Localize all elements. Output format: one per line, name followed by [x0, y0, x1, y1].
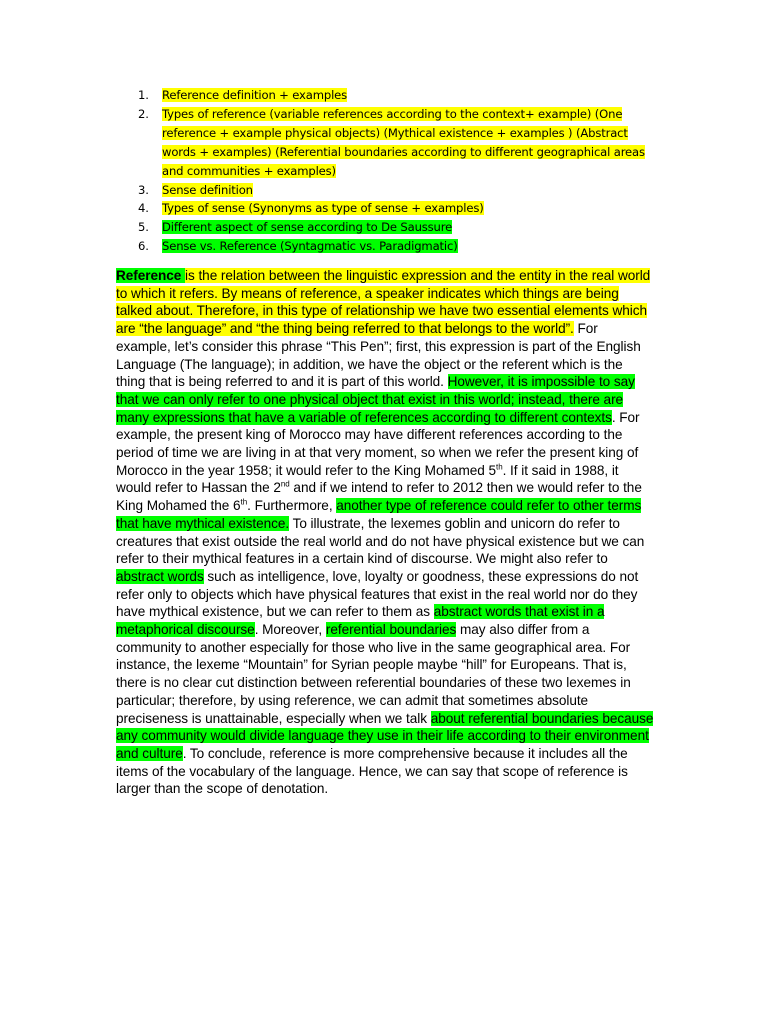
outline-item	[138, 181, 658, 200]
outline-item	[138, 237, 658, 256]
outline-item-text: Reference definition + examples	[162, 88, 348, 102]
body-text-segment: . To conclude, reference is more comprehensive because it includes all the items of the vocabulary of the language. Hence, we can say that scope of reference is larger than the scope of denotation.	[116, 745, 628, 797]
green-highlight: about referential boundaries because any community would divide language they use in their life according to their environment and culture	[116, 710, 654, 761]
body-text-segment: and if we intend to refer to 2012 then we would refer to the King Mohamed the 6	[116, 480, 642, 514]
body-text-segment: For example, let’s consider this phrase “This Pen”; first, this expression is part of the English Language (The language); in addition, we have the object or the referent which is the thing that is being referred to and it is part of this world.	[116, 321, 641, 390]
outline-item-text: Types of sense (Synonyms as type of sense + examples)	[162, 201, 484, 216]
outline-item-number: 6.	[138, 239, 149, 254]
green-highlight: abstract words	[116, 568, 204, 584]
reference-paragraph	[116, 267, 654, 798]
body-text-segment: To illustrate, the lexemes goblin and unicorn do refer to creatures that exist outside the real world and do not have physical existence but we can refer to their mythical features in a certain kind of discourse. We might also refer to	[116, 515, 645, 567]
outline-item-text: Sense definition	[162, 182, 253, 197]
superscript: th	[240, 497, 248, 507]
outline-item-text: Sense vs. Reference (Syntagmatic vs. Paradigmatic)	[162, 239, 458, 254]
outline-item	[138, 199, 658, 218]
outline-item-number: 5.	[138, 220, 149, 235]
green-highlight: referential boundaries	[325, 622, 457, 638]
outline-item-number: 4.	[138, 201, 149, 216]
body-text-segment: . If it said in 1988, it would refer to Hassan the 2	[116, 462, 619, 496]
superscript: nd	[280, 479, 290, 489]
body-text-segment: . For example, the present king of Morocco may have different references according to the period of time we are living in at that very moment, so when we refer the present king of Morocco in the year 1958; it would refer to the King Mohamed 5	[116, 409, 640, 478]
body-text-segment: . Moreover,	[254, 622, 326, 638]
green-highlight: abstract words that exist in a metaphorical discourse	[116, 604, 605, 638]
outline-item	[138, 86, 658, 105]
outline-item	[138, 105, 658, 181]
topic-outline	[138, 86, 658, 256]
outline-item-number: 2.	[138, 106, 149, 121]
outline-item-number: 3.	[138, 182, 149, 197]
body-text-segment: may also differ from a community to another especially for those who live in the same geographical area. For instance, the lexeme “Mountain” for Syrian people maybe “hill” for Europeans. That is, there is no clear cut distinction between referential boundaries of these two lexemes in particular; therefore, by using reference, we can admit that sometimes absolute preciseness is unattainable, especially when we talk	[116, 622, 631, 726]
green-highlight: However, it is impossible to say that we can only refer to one physical object that exist in this world; instead, there are many expressions that have a variable of references according to different contexts	[116, 374, 635, 425]
outline-item	[138, 218, 658, 237]
term-reference: Reference	[116, 268, 186, 283]
outline-item-text: Different aspect of sense according to De Saussure	[162, 220, 453, 235]
green-highlight: another type of reference could refer to other terms that have mythical existence.	[116, 498, 642, 531]
outline-item-number: 1.	[138, 88, 149, 102]
outline-item-text: Types of reference (variable references according to the context+ example) (One reference + example physical objects) (Mythical existence + examples ) (Abstract words + examples) (Referential boundaries according to different geographical areas and communities + examples)	[162, 106, 645, 178]
definition-highlight: is the relation between the linguistic expression and the entity in the real world to which it refers. By means of reference, a speaker indicates which things are being talked about. Therefore, in this type of relationship we have two essential elements which are “the language” and “the thing being referred to that belongs to the world”.	[116, 268, 651, 337]
body-text-segment: such as intelligence, love, loyalty or goodness, these expressions do not refer only to objects which have physical features that exist in the real world nor do they have mythical existence, but we can refer to them as	[116, 568, 639, 620]
body-text-segment: . Furthermore,	[247, 498, 337, 514]
superscript: th	[496, 462, 503, 472]
